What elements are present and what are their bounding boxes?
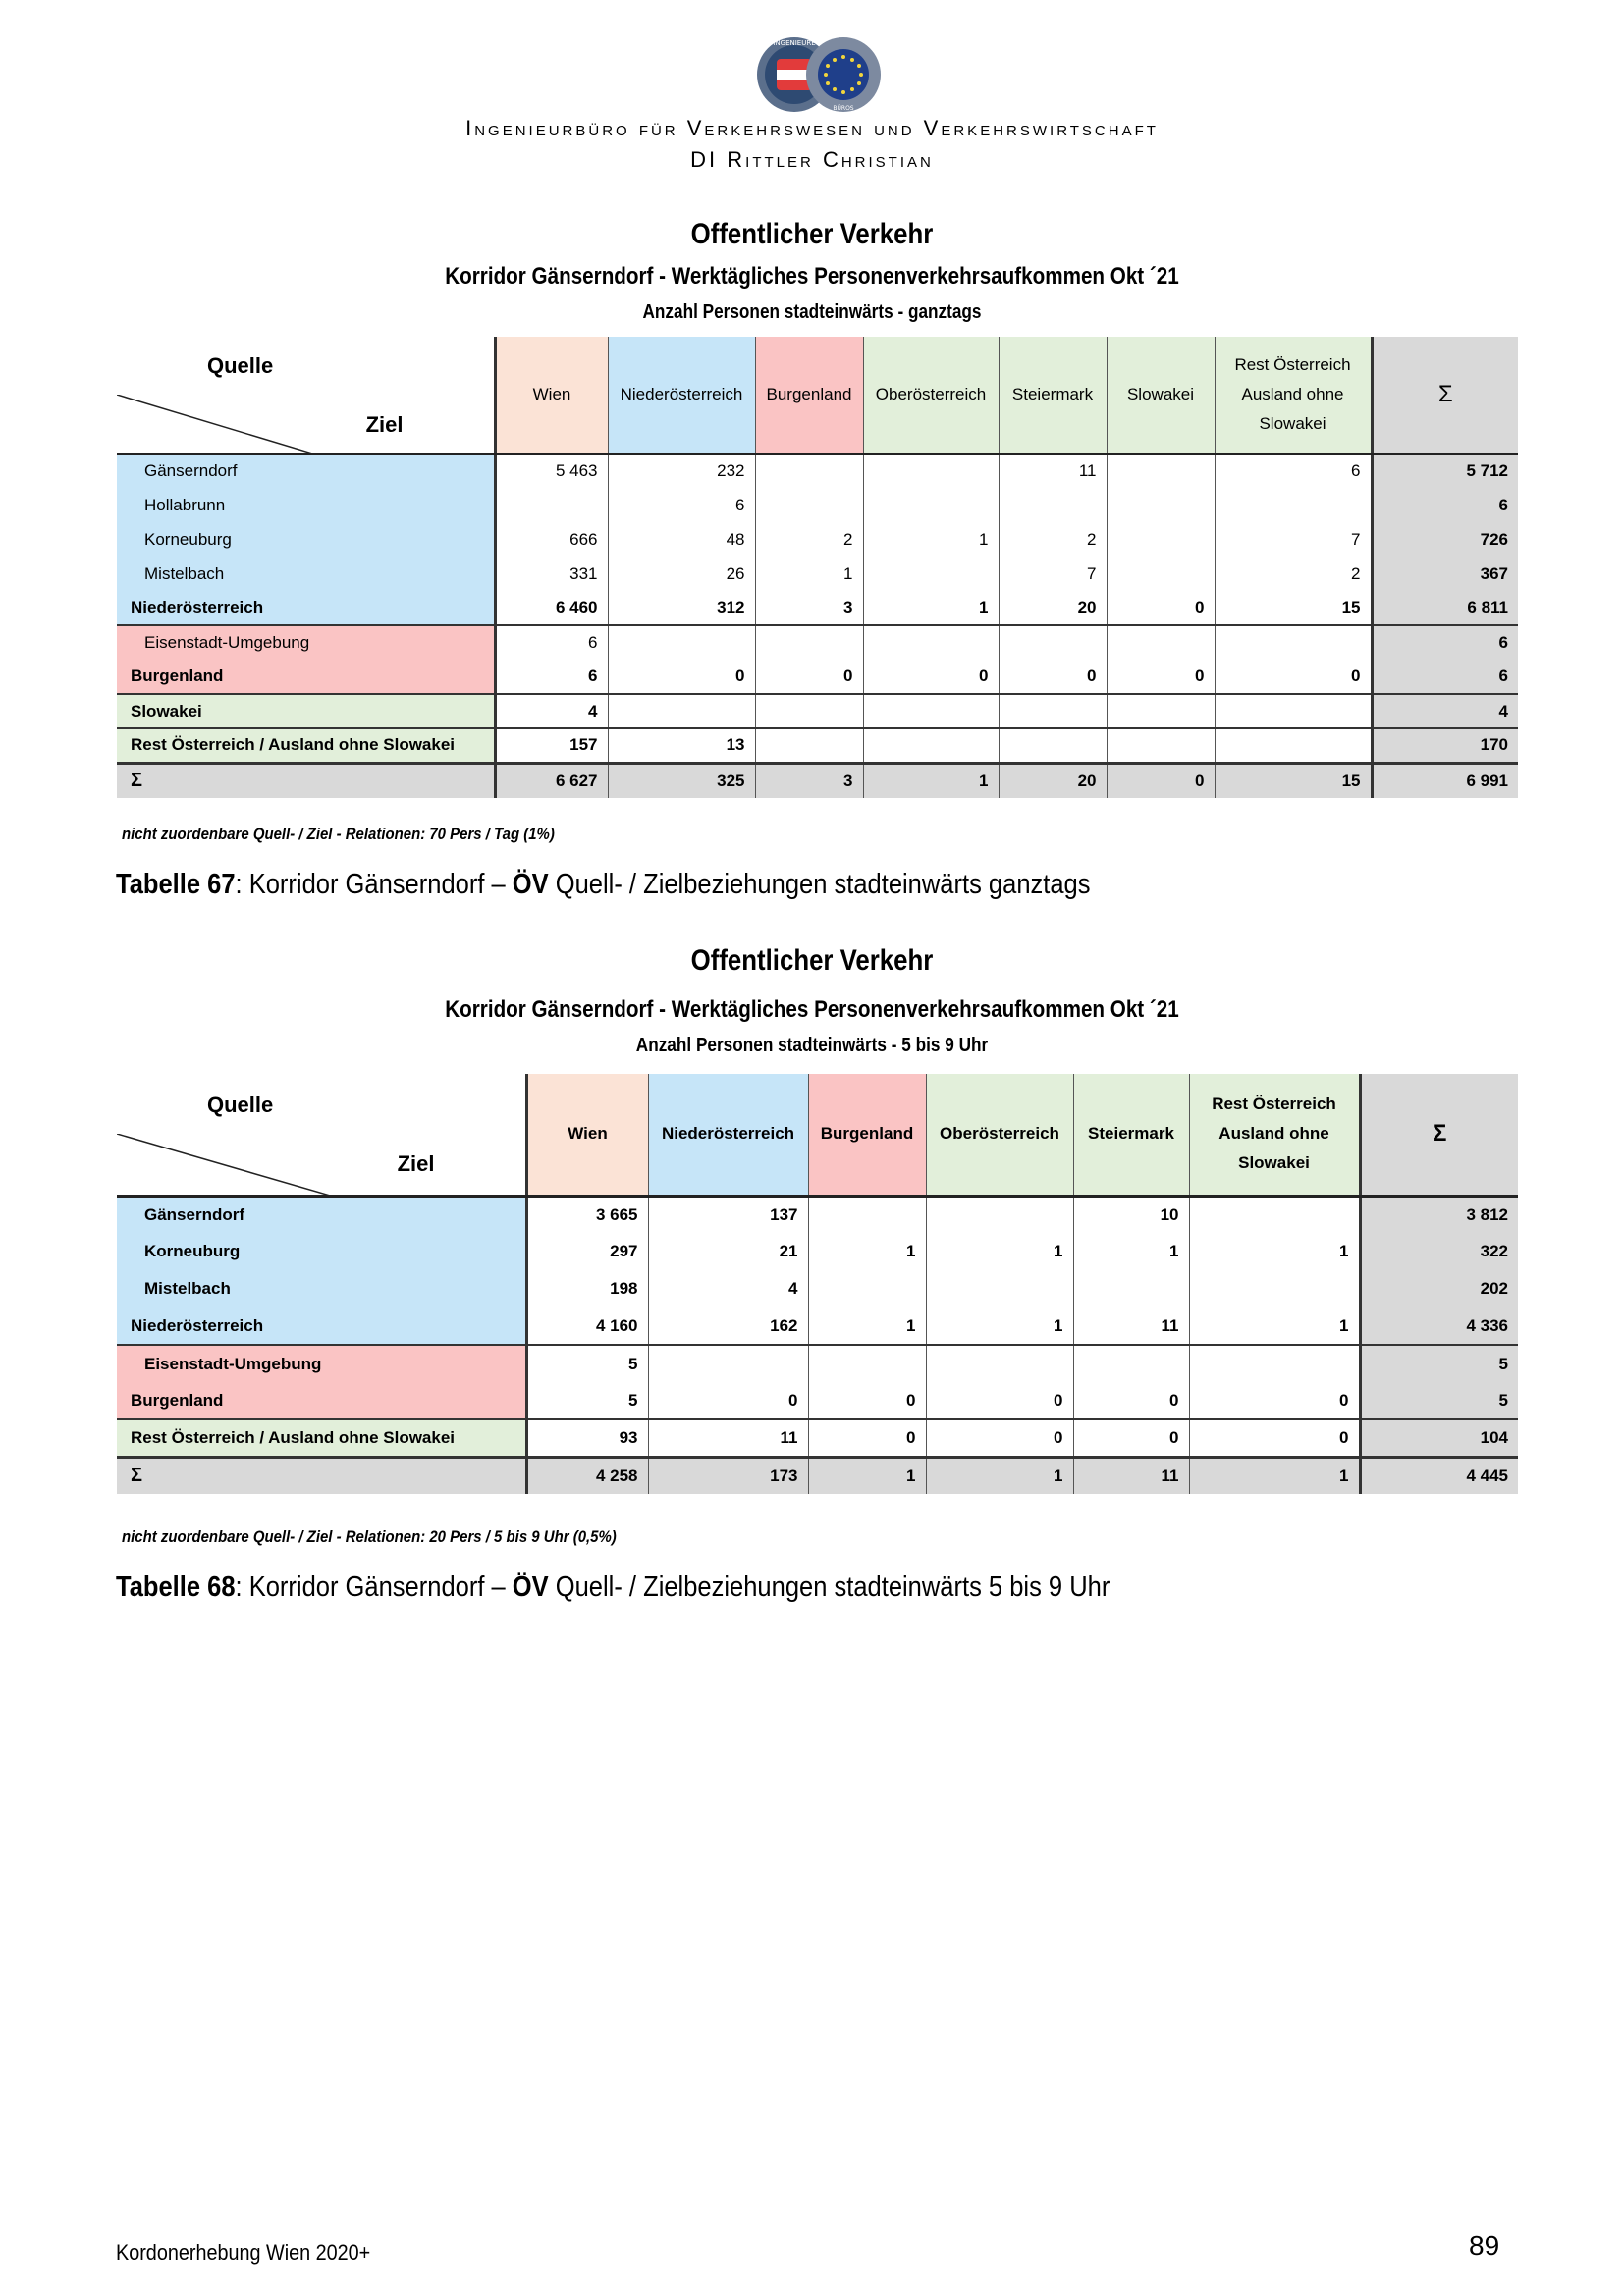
table-cell: 0 (1107, 660, 1215, 694)
row-total-cell: 5 712 (1372, 454, 1518, 488)
table-cell: 6 (495, 660, 608, 694)
table-row-subtotal (117, 1419, 1518, 1457)
table-cell: 666 (495, 522, 608, 557)
table-row (117, 488, 1518, 522)
row-label: Burgenland (117, 660, 495, 694)
table-cell (1189, 1196, 1360, 1233)
table-cell: 0 (926, 1382, 1073, 1419)
table-cell (999, 694, 1107, 728)
table-row-subtotal (117, 660, 1518, 694)
table-row (117, 1345, 1518, 1382)
table-cell: 15 (1215, 591, 1372, 625)
table-cell: 20 (999, 591, 1107, 625)
table-cell (495, 488, 608, 522)
table-cell (999, 728, 1107, 763)
col-header-rest: Rest Österreich Ausland ohne Slowakei (1215, 337, 1372, 454)
col-header-oberoesterreich: Oberösterreich (926, 1074, 1073, 1196)
table-cell: 11 (1073, 1308, 1189, 1345)
table-cell (863, 728, 999, 763)
row-total-cell: 5 (1360, 1382, 1518, 1419)
row-total-cell: 367 (1372, 557, 1518, 591)
table-cell (863, 488, 999, 522)
col-header-slowakei: Slowakei (1107, 337, 1215, 454)
table-cell (999, 488, 1107, 522)
row-total-cell: 6 (1372, 660, 1518, 694)
table-cell: 0 (863, 660, 999, 694)
col-header-wien: Wien (495, 337, 608, 454)
table-cell: 0 (926, 1419, 1073, 1457)
table-cell: 4 258 (526, 1457, 648, 1494)
table-cell: 93 (526, 1419, 648, 1457)
row-label: Korneuburg (117, 522, 495, 557)
row-total-cell: 3 812 (1360, 1196, 1518, 1233)
table-cell (1107, 454, 1215, 488)
table-cell: 2 (1215, 557, 1372, 591)
table-cell: 11 (999, 454, 1107, 488)
table-cell (926, 1196, 1073, 1233)
table-row-subtotal (117, 694, 1518, 728)
table-cell: 5 (526, 1345, 648, 1382)
table-cell: 4 (648, 1270, 808, 1308)
row-total-cell: 4 445 (1360, 1457, 1518, 1494)
table-cell: 1 (863, 591, 999, 625)
table-cell (608, 694, 755, 728)
table-cell (1107, 522, 1215, 557)
table-cell: 325 (608, 763, 755, 798)
row-total-cell: 4 336 (1360, 1308, 1518, 1345)
table67-subtitle: Korridor Gänserndorf - Werktägliches Personenverkehrsaufkommen Okt ´21 (445, 263, 1179, 290)
col-header-oberoesterreich: Oberösterreich (863, 337, 999, 454)
table-cell: 0 (1107, 763, 1215, 798)
table-cell: 1 (926, 1457, 1073, 1494)
footer-title: Kordonerhebung Wien 2020+ (116, 2240, 371, 2265)
table-cell: 0 (608, 660, 755, 694)
row-label: Niederösterreich (117, 1308, 526, 1345)
table-cell: 1 (1189, 1233, 1360, 1270)
table-cell: 0 (1215, 660, 1372, 694)
table-row (117, 625, 1518, 660)
row-label: Σ (117, 763, 495, 798)
table-cell (755, 488, 863, 522)
table-cell: 157 (495, 728, 608, 763)
table-cell: 1 (863, 763, 999, 798)
corner-quelle: Quelle (207, 1093, 274, 1118)
table-cell: 20 (999, 763, 1107, 798)
table-cell: 6 460 (495, 591, 608, 625)
table-cell: 137 (648, 1196, 808, 1233)
table68-subtitle2: Anzahl Personen stadteinwärts - 5 bis 9 Uhr (635, 1035, 989, 1056)
table-cell: 1 (808, 1233, 926, 1270)
table67-note: nicht zuordenbare Quell- / Ziel - Relationen: 70 Pers / Tag (1%) (122, 825, 555, 843)
table-cell: 0 (808, 1419, 926, 1457)
table-cell: 1 (808, 1308, 926, 1345)
table-cell: 26 (608, 557, 755, 591)
table-row-subtotal (117, 728, 1518, 763)
table68 (117, 1074, 1518, 1494)
table-cell: 0 (1107, 591, 1215, 625)
table-cell: 162 (648, 1308, 808, 1345)
company-logo (750, 35, 888, 114)
table-row-subtotal (117, 1382, 1518, 1419)
row-total-cell: 170 (1372, 728, 1518, 763)
col-header-burgenland: Burgenland (808, 1074, 926, 1196)
table-cell: 0 (1189, 1382, 1360, 1419)
row-label: Mistelbach (117, 1270, 526, 1308)
table68-title: Offentlicher Verkehr (690, 944, 934, 977)
corner-quelle: Quelle (207, 352, 274, 378)
row-label: Eisenstadt-Umgebung (117, 1345, 526, 1382)
page-number: 89 (1469, 2230, 1500, 2261)
table-cell (926, 1270, 1073, 1308)
table-cell: 3 (755, 763, 863, 798)
col-header-sigma: Σ (1360, 1074, 1518, 1196)
table-cell: 48 (608, 522, 755, 557)
row-total-cell: 6 (1372, 625, 1518, 660)
table-row (117, 522, 1518, 557)
table-cell: 7 (999, 557, 1107, 591)
table67-caption: Tabelle 67: Korridor Gänserndorf – ÖV Quell- / Zielbeziehungen stadteinwärts ganztags (116, 869, 1091, 900)
row-total-cell: 5 (1360, 1345, 1518, 1382)
table-row (117, 454, 1518, 488)
table-cell (863, 694, 999, 728)
row-label: Korneuburg (117, 1233, 526, 1270)
table-cell: 6 (495, 625, 608, 660)
table-cell (755, 454, 863, 488)
row-label: Eisenstadt-Umgebung (117, 625, 495, 660)
table-cell (1107, 625, 1215, 660)
table-cell (808, 1196, 926, 1233)
row-total-cell: 4 (1372, 694, 1518, 728)
col-header-steiermark: Steiermark (1073, 1074, 1189, 1196)
table-cell (648, 1345, 808, 1382)
row-label: Gänserndorf (117, 454, 495, 488)
table-cell (755, 625, 863, 660)
table-cell (608, 625, 755, 660)
table-cell (1189, 1270, 1360, 1308)
table-cell: 0 (1073, 1382, 1189, 1419)
table-row-subtotal (117, 1308, 1518, 1345)
row-label: Hollabrunn (117, 488, 495, 522)
table-cell (1107, 694, 1215, 728)
table67 (117, 337, 1518, 798)
table-cell: 13 (608, 728, 755, 763)
col-header-wien: Wien (526, 1074, 648, 1196)
table-cell: 6 (1215, 454, 1372, 488)
table-cell: 331 (495, 557, 608, 591)
table-cell (755, 728, 863, 763)
table-cell (863, 625, 999, 660)
table-cell: 312 (608, 591, 755, 625)
table-cell (1215, 728, 1372, 763)
table-cell (999, 625, 1107, 660)
table-cell (1189, 1345, 1360, 1382)
table-cell: 0 (808, 1382, 926, 1419)
table-cell: 0 (1189, 1419, 1360, 1457)
table-cell: 297 (526, 1233, 648, 1270)
table-cell (1073, 1270, 1189, 1308)
table-cell: 6 627 (495, 763, 608, 798)
table-cell: 173 (648, 1457, 808, 1494)
corner-ziel: Ziel (397, 1151, 435, 1177)
table-cell: 198 (526, 1270, 648, 1308)
table-cell: 15 (1215, 763, 1372, 798)
row-total-cell: 322 (1360, 1233, 1518, 1270)
table-cell: 7 (1215, 522, 1372, 557)
col-header-steiermark: Steiermark (999, 337, 1107, 454)
row-total-cell: 6 991 (1372, 763, 1518, 798)
table-cell: 1 (1073, 1233, 1189, 1270)
table-cell: 11 (1073, 1457, 1189, 1494)
col-header-niederoesterreich: Niederösterreich (608, 337, 755, 454)
table-cell (808, 1345, 926, 1382)
table67-title: Offentlicher Verkehr (690, 218, 934, 250)
table-cell: 10 (1073, 1196, 1189, 1233)
table-cell (1215, 488, 1372, 522)
table-cell: 1 (808, 1457, 926, 1494)
table-cell: 1 (863, 522, 999, 557)
col-header-burgenland: Burgenland (755, 337, 863, 454)
table-cell: 4 (495, 694, 608, 728)
table-cell: 21 (648, 1233, 808, 1270)
row-label: Gänserndorf (117, 1196, 526, 1233)
company-name: Ingenieurbüro für Verkehrswesen und Verkehrswirtschaft (465, 116, 1159, 140)
table67-corner (117, 337, 495, 454)
table-cell: 1 (755, 557, 863, 591)
row-label: Niederösterreich (117, 591, 495, 625)
col-header-sigma: Σ (1372, 337, 1518, 454)
table68-subtitle: Korridor Gänserndorf - Werktägliches Personenverkehrsaufkommen Okt ´21 (445, 996, 1179, 1023)
table68-corner (117, 1074, 526, 1196)
table-cell: 3 (755, 591, 863, 625)
row-total-cell: 202 (1360, 1270, 1518, 1308)
table-row (117, 1233, 1518, 1270)
table-cell: 2 (755, 522, 863, 557)
col-header-niederoesterreich: Niederösterreich (648, 1074, 808, 1196)
table-cell: 6 (608, 488, 755, 522)
table-cell: 1 (926, 1308, 1073, 1345)
table-cell: 1 (1189, 1457, 1360, 1494)
table-cell: 2 (999, 522, 1107, 557)
table-cell: 4 160 (526, 1308, 648, 1345)
table-cell (1107, 728, 1215, 763)
row-label: Slowakei (117, 694, 495, 728)
table-cell (1215, 694, 1372, 728)
table-cell (755, 694, 863, 728)
table67-subtitle2: Anzahl Personen stadteinwärts - ganztags (642, 301, 982, 323)
logo-text-bottom: BÜROS (833, 105, 854, 112)
row-label: Burgenland (117, 1382, 526, 1419)
row-label: Σ (117, 1457, 526, 1494)
company-owner: DI Rittler Christian (690, 147, 934, 172)
table-cell (863, 557, 999, 591)
row-total-cell: 726 (1372, 522, 1518, 557)
table-row-total (117, 763, 1518, 798)
table-cell: 1 (926, 1233, 1073, 1270)
table-row (117, 1196, 1518, 1233)
row-total-cell: 6 (1372, 488, 1518, 522)
table-cell: 5 463 (495, 454, 608, 488)
table-cell: 0 (648, 1382, 808, 1419)
table-cell (1107, 488, 1215, 522)
table-cell (1073, 1345, 1189, 1382)
table68-caption: Tabelle 68: Korridor Gänserndorf – ÖV Quell- / Zielbeziehungen stadteinwärts 5 bis 9 Uhr (116, 1572, 1110, 1603)
table-cell: 0 (1073, 1419, 1189, 1457)
table-cell: 0 (755, 660, 863, 694)
logo-text-top: INGENIEURE (773, 39, 816, 47)
table-cell: 5 (526, 1382, 648, 1419)
row-label: Rest Österreich / Ausland ohne Slowakei (117, 1419, 526, 1457)
table-row-subtotal (117, 591, 1518, 625)
col-header-rest: Rest Österreich Ausland ohne Slowakei (1189, 1074, 1360, 1196)
table-cell (1107, 557, 1215, 591)
table-row-total (117, 1457, 1518, 1494)
table-cell (863, 454, 999, 488)
table-cell (1215, 625, 1372, 660)
table-cell: 11 (648, 1419, 808, 1457)
table68-note: nicht zuordenbare Quell- / Ziel - Relationen: 20 Pers / 5 bis 9 Uhr (0,5%) (122, 1527, 617, 1546)
table-cell: 0 (999, 660, 1107, 694)
row-total-cell: 104 (1360, 1419, 1518, 1457)
table-cell (926, 1345, 1073, 1382)
row-label: Rest Österreich / Ausland ohne Slowakei (117, 728, 495, 763)
table-cell: 3 665 (526, 1196, 648, 1233)
table-row (117, 557, 1518, 591)
table-cell (808, 1270, 926, 1308)
row-label: Mistelbach (117, 557, 495, 591)
table-cell: 1 (1189, 1308, 1360, 1345)
table-cell: 232 (608, 454, 755, 488)
table-row (117, 1270, 1518, 1308)
row-total-cell: 6 811 (1372, 591, 1518, 625)
corner-ziel: Ziel (365, 411, 404, 437)
